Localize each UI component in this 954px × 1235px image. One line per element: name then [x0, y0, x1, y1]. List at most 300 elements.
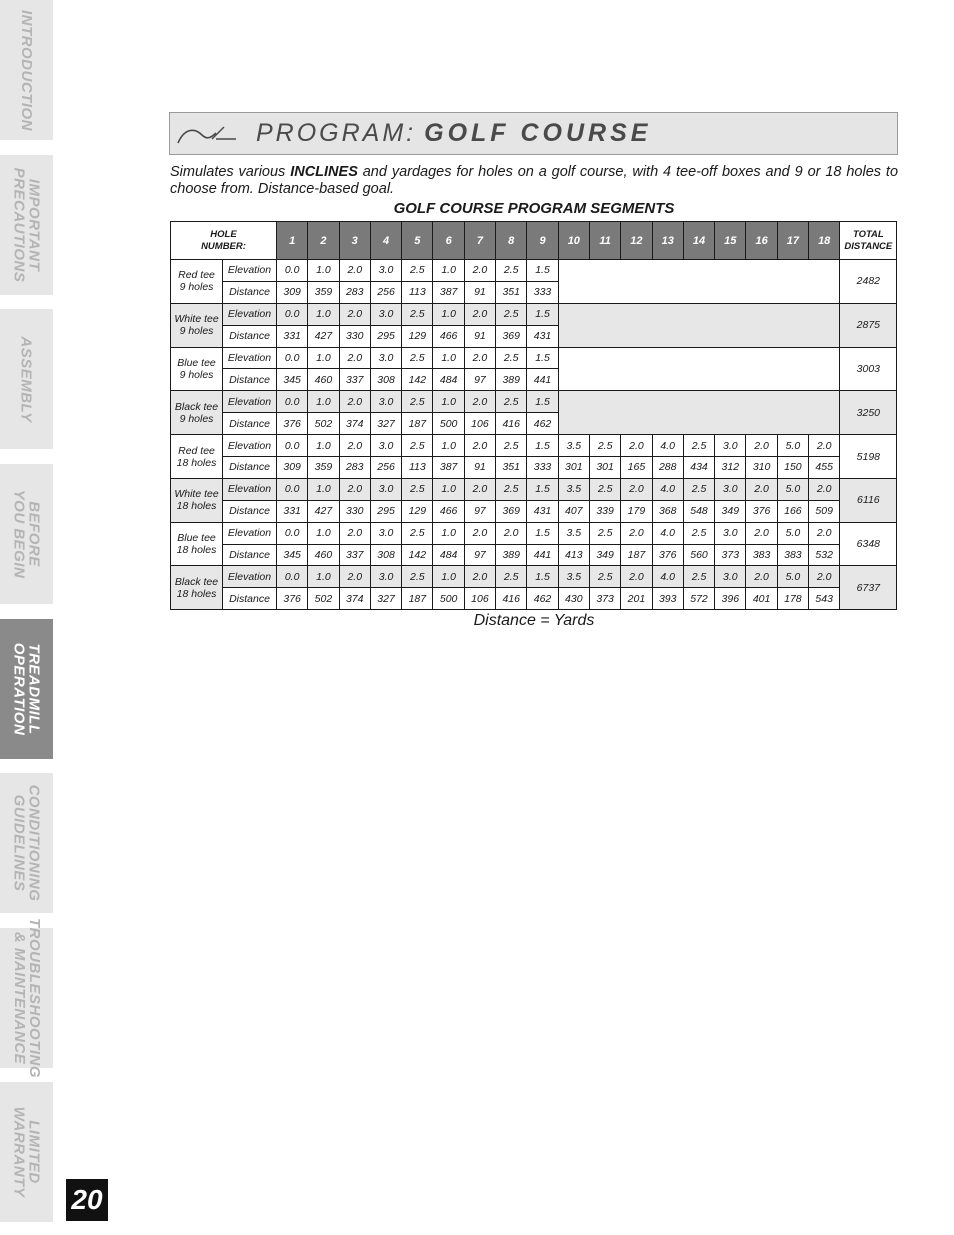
- elevation-cell: 0.0: [277, 566, 308, 588]
- section-tab[interactable]: [0, 1082, 53, 1222]
- distance-cell: 427: [308, 500, 339, 522]
- elevation-cell: 0.0: [277, 522, 308, 544]
- distance-cell: 460: [308, 369, 339, 391]
- elevation-cell: 2.5: [402, 478, 433, 500]
- distance-cell: 407: [558, 500, 589, 522]
- distance-cell: 509: [809, 500, 840, 522]
- distance-label: Distance: [223, 544, 277, 566]
- elevation-cell: 2.5: [496, 303, 527, 325]
- distance-cell: 500: [433, 588, 464, 610]
- elevation-cell: 2.0: [809, 435, 840, 457]
- section-tab[interactable]: [0, 0, 53, 140]
- elevation-cell: 2.5: [496, 435, 527, 457]
- distance-cell: 389: [496, 544, 527, 566]
- tee-label: Blue tee 18 holes: [171, 522, 223, 566]
- distance-cell: 150: [777, 457, 808, 479]
- distance-cell: 466: [433, 500, 464, 522]
- distance-cell: 387: [433, 457, 464, 479]
- distance-cell: 401: [746, 588, 777, 610]
- elevation-cell: 2.0: [464, 522, 495, 544]
- elevation-cell: 2.0: [809, 478, 840, 500]
- distance-cell: 383: [746, 544, 777, 566]
- table-row: [171, 566, 897, 588]
- distance-cell: 129: [402, 500, 433, 522]
- elevation-cell: 2.0: [339, 522, 370, 544]
- elevation-cell: 2.0: [621, 435, 652, 457]
- elevation-cell: 3.0: [370, 303, 401, 325]
- table-row: [171, 588, 897, 610]
- intro-text-end: and yardages for holes on a golf course, with 4 tee-off boxes and 9 or 18 holes to choose from. Distance-based goal.: [170, 164, 899, 197]
- distance-cell: 166: [777, 500, 808, 522]
- table-row: [171, 522, 897, 544]
- distance-label: Distance: [223, 588, 277, 610]
- elevation-cell: 2.0: [464, 260, 495, 282]
- distance-cell: 301: [589, 457, 620, 479]
- distance-cell: 97: [464, 544, 495, 566]
- section-tab-label: BEFORE YOU BEGIN: [10, 489, 43, 579]
- distance-cell: 351: [496, 281, 527, 303]
- elevation-cell: 1.5: [527, 347, 558, 369]
- elevation-label: Elevation: [223, 478, 277, 500]
- elevation-cell: 4.0: [652, 435, 683, 457]
- table-row: [171, 544, 897, 566]
- elevation-cell: 0.0: [277, 303, 308, 325]
- distance-cell: 383: [777, 544, 808, 566]
- elevation-cell: 2.0: [809, 522, 840, 544]
- distance-cell: 179: [621, 500, 652, 522]
- distance-cell: 543: [809, 588, 840, 610]
- elevation-cell: 3.0: [370, 391, 401, 413]
- distance-cell: 295: [370, 325, 401, 347]
- distance-cell: 308: [370, 544, 401, 566]
- distance-cell: 301: [558, 457, 589, 479]
- elevation-cell: 2.5: [402, 435, 433, 457]
- section-tab[interactable]: [0, 619, 53, 759]
- elevation-cell: 1.5: [527, 435, 558, 457]
- elevation-label: Elevation: [223, 435, 277, 457]
- distance-cell: 187: [621, 544, 652, 566]
- elevation-cell: 1.0: [433, 566, 464, 588]
- total-distance-header: TOTAL DISTANCE: [840, 222, 897, 260]
- table-row: [171, 457, 897, 479]
- elevation-cell: 2.5: [683, 522, 714, 544]
- elevation-cell: 3.5: [558, 566, 589, 588]
- distance-cell: 142: [402, 369, 433, 391]
- section-tab-label: ASSEMBLY: [18, 335, 36, 423]
- distance-cell: 333: [527, 457, 558, 479]
- distance-label: Distance: [223, 325, 277, 347]
- elevation-cell: 1.0: [308, 478, 339, 500]
- elevation-cell: 2.5: [402, 391, 433, 413]
- distance-cell: 389: [496, 369, 527, 391]
- section-tab[interactable]: [0, 773, 53, 913]
- distance-cell: 142: [402, 544, 433, 566]
- elevation-cell: 2.0: [809, 566, 840, 588]
- hole-number-cell: 18: [809, 222, 840, 260]
- total-distance-cell: 6116: [840, 478, 897, 522]
- distance-label: Distance: [223, 281, 277, 303]
- distance-cell: 396: [715, 588, 746, 610]
- hole-number-cell: 16: [746, 222, 777, 260]
- elevation-cell: 2.0: [339, 391, 370, 413]
- distance-cell: 327: [370, 588, 401, 610]
- section-tab[interactable]: [0, 918, 53, 1078]
- distance-cell: 283: [339, 457, 370, 479]
- distance-cell: 187: [402, 588, 433, 610]
- distance-cell: 431: [527, 325, 558, 347]
- program-title-prefix: PROGRAM:: [256, 119, 417, 147]
- golf-swing-icon: [176, 121, 238, 147]
- hole-number-cell: 3: [339, 222, 370, 260]
- total-distance-cell: 6737: [840, 566, 897, 610]
- distance-cell: 441: [527, 544, 558, 566]
- tee-label: Black tee 18 holes: [171, 566, 223, 610]
- elevation-cell: 2.0: [464, 391, 495, 413]
- distance-cell: 484: [433, 544, 464, 566]
- elevation-cell: 2.0: [746, 566, 777, 588]
- elevation-label: Elevation: [223, 391, 277, 413]
- table-row: [171, 478, 897, 500]
- elevation-cell: 5.0: [777, 435, 808, 457]
- distance-cell: 331: [277, 325, 308, 347]
- distance-cell: 97: [464, 369, 495, 391]
- distance-cell: 91: [464, 325, 495, 347]
- elevation-cell: 3.0: [370, 566, 401, 588]
- elevation-cell: 0.0: [277, 435, 308, 457]
- elevation-cell: 3.0: [370, 522, 401, 544]
- hole-number-cell: 10: [558, 222, 589, 260]
- elevation-cell: 2.0: [339, 566, 370, 588]
- elevation-cell: 1.0: [308, 435, 339, 457]
- elevation-cell: 2.0: [339, 478, 370, 500]
- section-tab-label: IMPORTANT PRECAUTIONS: [10, 167, 43, 283]
- distance-cell: 309: [277, 281, 308, 303]
- elevation-cell: 2.0: [621, 566, 652, 588]
- table-header-row: [171, 222, 897, 260]
- elevation-label: Elevation: [223, 347, 277, 369]
- elevation-cell: 1.0: [433, 260, 464, 282]
- distance-cell: 288: [652, 457, 683, 479]
- page-number: 20: [66, 1179, 108, 1221]
- distance-cell: 349: [589, 544, 620, 566]
- program-title: [256, 119, 651, 148]
- elevation-cell: 2.5: [683, 566, 714, 588]
- hole-number-cell: 8: [496, 222, 527, 260]
- distance-cell: 532: [809, 544, 840, 566]
- distance-cell: 416: [496, 588, 527, 610]
- elevation-cell: 2.0: [464, 566, 495, 588]
- elevation-cell: 2.0: [464, 478, 495, 500]
- distance-cell: 283: [339, 281, 370, 303]
- distance-cell: 376: [746, 500, 777, 522]
- distance-cell: 91: [464, 281, 495, 303]
- distance-cell: 548: [683, 500, 714, 522]
- elevation-cell: 2.0: [464, 435, 495, 457]
- section-tab[interactable]: [0, 309, 53, 449]
- program-title-name: GOLF COURSE: [424, 119, 652, 147]
- elevation-cell: 5.0: [777, 522, 808, 544]
- distance-cell: 106: [464, 413, 495, 435]
- table-row: [171, 347, 897, 369]
- elevation-cell: 1.5: [527, 260, 558, 282]
- total-distance-cell: 5198: [840, 435, 897, 479]
- elevation-cell: 3.0: [370, 260, 401, 282]
- elevation-cell: 1.0: [308, 303, 339, 325]
- distance-cell: 462: [527, 413, 558, 435]
- elevation-cell: 0.0: [277, 260, 308, 282]
- distance-label: Distance: [223, 457, 277, 479]
- elevation-cell: 1.5: [527, 478, 558, 500]
- elevation-cell: 2.5: [589, 566, 620, 588]
- hole-number-cell: 13: [652, 222, 683, 260]
- distance-cell: 502: [308, 588, 339, 610]
- distance-cell: 376: [277, 588, 308, 610]
- distance-cell: 393: [652, 588, 683, 610]
- distance-cell: 466: [433, 325, 464, 347]
- program-description: [170, 164, 898, 198]
- elevation-cell: 1.0: [308, 566, 339, 588]
- section-tab[interactable]: [0, 155, 53, 295]
- hole-number-cell: 12: [621, 222, 652, 260]
- distance-cell: 129: [402, 325, 433, 347]
- elevation-cell: 2.0: [746, 478, 777, 500]
- distance-label: Distance: [223, 369, 277, 391]
- distance-cell: 201: [621, 588, 652, 610]
- distance-unit-note: Distance = Yards: [473, 612, 595, 629]
- section-tab-label: INTRODUCTION: [18, 9, 35, 131]
- elevation-cell: 1.5: [527, 522, 558, 544]
- distance-cell: 309: [277, 457, 308, 479]
- elevation-cell: 2.5: [402, 303, 433, 325]
- distance-cell: 430: [558, 588, 589, 610]
- elevation-cell: 2.5: [589, 478, 620, 500]
- elevation-cell: 2.0: [746, 522, 777, 544]
- distance-cell: 376: [277, 413, 308, 435]
- elevation-cell: 2.0: [464, 347, 495, 369]
- distance-cell: 374: [339, 413, 370, 435]
- tee-label: Blue tee 9 holes: [171, 347, 223, 391]
- elevation-label: Elevation: [223, 303, 277, 325]
- elevation-cell: 2.5: [402, 347, 433, 369]
- tee-label: White tee 9 holes: [171, 303, 223, 347]
- elevation-cell: 3.0: [715, 435, 746, 457]
- distance-cell: 97: [464, 500, 495, 522]
- elevation-cell: 0.0: [277, 391, 308, 413]
- elevation-cell: 2.5: [496, 347, 527, 369]
- distance-cell: 308: [370, 369, 401, 391]
- total-distance-cell: 2482: [840, 260, 897, 304]
- hole-number-cell: 5: [402, 222, 433, 260]
- elevation-cell: 1.0: [308, 522, 339, 544]
- distance-cell: 345: [277, 544, 308, 566]
- distance-cell: 349: [715, 500, 746, 522]
- elevation-cell: 4.0: [652, 522, 683, 544]
- elevation-cell: 2.0: [339, 435, 370, 457]
- distance-cell: 256: [370, 457, 401, 479]
- distance-cell: 427: [308, 325, 339, 347]
- distance-cell: 387: [433, 281, 464, 303]
- distance-cell: 369: [496, 325, 527, 347]
- section-tab-label: LIMITED WARRANTY: [10, 1106, 43, 1198]
- elevation-cell: 2.5: [496, 391, 527, 413]
- distance-cell: 113: [402, 281, 433, 303]
- tee-label: Red tee 9 holes: [171, 260, 223, 304]
- elevation-cell: 2.0: [621, 478, 652, 500]
- total-distance-cell: 3250: [840, 391, 897, 435]
- hole-number-cell: 17: [777, 222, 808, 260]
- distance-label: Distance: [223, 500, 277, 522]
- tee-label: Black tee 9 holes: [171, 391, 223, 435]
- hole-number-header: HOLE NUMBER:: [171, 222, 277, 260]
- distance-cell: 460: [308, 544, 339, 566]
- table-title: GOLF COURSE PROGRAM SEGMENTS: [393, 200, 675, 217]
- hole-number-cell: 7: [464, 222, 495, 260]
- elevation-cell: 3.0: [715, 478, 746, 500]
- elevation-cell: 1.0: [308, 391, 339, 413]
- distance-cell: 500: [433, 413, 464, 435]
- hole-number-cell: 1: [277, 222, 308, 260]
- elevation-cell: 2.5: [402, 566, 433, 588]
- hole-number-cell: 2: [308, 222, 339, 260]
- table-row: [171, 260, 897, 282]
- table-row: [171, 303, 897, 325]
- distance-cell: 312: [715, 457, 746, 479]
- elevation-cell: 2.5: [496, 566, 527, 588]
- program-header: [169, 112, 898, 155]
- tee-label: Red tee 18 holes: [171, 435, 223, 479]
- elevation-cell: 3.0: [370, 435, 401, 457]
- tee-label: White tee 18 holes: [171, 478, 223, 522]
- elevation-cell: 1.0: [433, 391, 464, 413]
- distance-cell: 434: [683, 457, 714, 479]
- distance-cell: 502: [308, 413, 339, 435]
- total-distance-cell: 2875: [840, 303, 897, 347]
- distance-cell: 106: [464, 588, 495, 610]
- elevation-cell: 1.5: [527, 566, 558, 588]
- distance-cell: 413: [558, 544, 589, 566]
- elevation-cell: 4.0: [652, 566, 683, 588]
- elevation-cell: 2.0: [339, 347, 370, 369]
- distance-cell: 337: [339, 544, 370, 566]
- distance-cell: 333: [527, 281, 558, 303]
- distance-cell: 256: [370, 281, 401, 303]
- golf-course-table: [170, 221, 897, 610]
- distance-cell: 441: [527, 369, 558, 391]
- elevation-cell: 0.0: [277, 347, 308, 369]
- hole-number-cell: 9: [527, 222, 558, 260]
- section-tab-label: CONDITIONING GUIDELINES: [10, 784, 43, 902]
- empty-holes-area: [558, 391, 840, 435]
- distance-cell: 91: [464, 457, 495, 479]
- distance-cell: 345: [277, 369, 308, 391]
- elevation-cell: 2.5: [683, 478, 714, 500]
- distance-cell: 187: [402, 413, 433, 435]
- distance-cell: 113: [402, 457, 433, 479]
- total-distance-cell: 3003: [840, 347, 897, 391]
- table-row: [171, 391, 897, 413]
- empty-holes-area: [558, 260, 840, 304]
- distance-cell: 368: [652, 500, 683, 522]
- section-tab-label: TREADMILL OPERATION: [10, 642, 43, 736]
- distance-cell: 572: [683, 588, 714, 610]
- elevation-cell: 2.5: [589, 522, 620, 544]
- elevation-cell: 0.0: [277, 478, 308, 500]
- elevation-cell: 2.5: [496, 260, 527, 282]
- elevation-cell: 2.0: [746, 435, 777, 457]
- elevation-cell: 2.0: [339, 303, 370, 325]
- elevation-cell: 3.5: [558, 435, 589, 457]
- distance-cell: 373: [715, 544, 746, 566]
- distance-cell: 484: [433, 369, 464, 391]
- hole-number-cell: 6: [433, 222, 464, 260]
- intro-text-start: Simulates various: [170, 164, 291, 180]
- distance-cell: 359: [308, 457, 339, 479]
- elevation-cell: 2.0: [339, 260, 370, 282]
- distance-cell: 327: [370, 413, 401, 435]
- distance-cell: 178: [777, 588, 808, 610]
- table-row: [171, 500, 897, 522]
- empty-holes-area: [558, 303, 840, 347]
- hole-number-cell: 11: [589, 222, 620, 260]
- distance-cell: 560: [683, 544, 714, 566]
- distance-cell: 455: [809, 457, 840, 479]
- table-row: [171, 435, 897, 457]
- elevation-cell: 2.5: [683, 435, 714, 457]
- distance-cell: 376: [652, 544, 683, 566]
- elevation-cell: 4.0: [652, 478, 683, 500]
- elevation-cell: 1.0: [433, 347, 464, 369]
- distance-cell: 462: [527, 588, 558, 610]
- elevation-label: Elevation: [223, 566, 277, 588]
- elevation-cell: 1.0: [433, 303, 464, 325]
- distance-cell: 330: [339, 325, 370, 347]
- hole-number-cell: 15: [715, 222, 746, 260]
- distance-cell: 369: [496, 500, 527, 522]
- distance-cell: 373: [589, 588, 620, 610]
- elevation-cell: 2.0: [621, 522, 652, 544]
- elevation-cell: 3.5: [558, 478, 589, 500]
- total-distance-cell: 6348: [840, 522, 897, 566]
- elevation-cell: 2.5: [496, 478, 527, 500]
- elevation-cell: 1.0: [308, 260, 339, 282]
- distance-label: Distance: [223, 413, 277, 435]
- distance-cell: 351: [496, 457, 527, 479]
- distance-cell: 330: [339, 500, 370, 522]
- distance-cell: 295: [370, 500, 401, 522]
- elevation-cell: 3.0: [715, 522, 746, 544]
- elevation-cell: 3.0: [715, 566, 746, 588]
- distance-cell: 431: [527, 500, 558, 522]
- elevation-label: Elevation: [223, 260, 277, 282]
- distance-cell: 165: [621, 457, 652, 479]
- distance-cell: 374: [339, 588, 370, 610]
- elevation-cell: 3.0: [370, 347, 401, 369]
- elevation-cell: 1.5: [527, 391, 558, 413]
- distance-cell: 339: [589, 500, 620, 522]
- distance-cell: 337: [339, 369, 370, 391]
- distance-cell: 416: [496, 413, 527, 435]
- elevation-cell: 3.0: [370, 478, 401, 500]
- elevation-cell: 1.0: [433, 478, 464, 500]
- elevation-cell: 2.5: [402, 522, 433, 544]
- elevation-cell: 2.5: [402, 260, 433, 282]
- distance-cell: 359: [308, 281, 339, 303]
- section-tab[interactable]: [0, 464, 53, 604]
- elevation-label: Elevation: [223, 522, 277, 544]
- elevation-cell: 2.5: [589, 435, 620, 457]
- section-tab-label: TROUBLESHOOTING & MAINTENANCE: [10, 918, 43, 1078]
- elevation-cell: 1.0: [433, 435, 464, 457]
